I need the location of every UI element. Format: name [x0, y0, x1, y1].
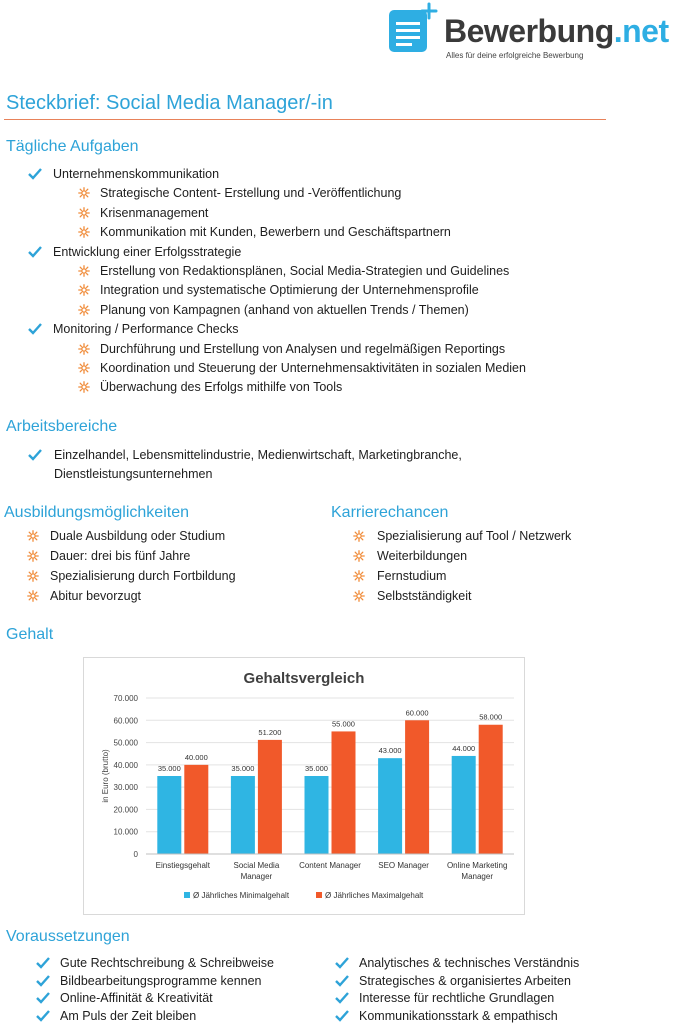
task-item: Krisenmanagement [100, 205, 209, 220]
karriere-item: Spezialisierung auf Tool / Netzwerk [377, 529, 572, 543]
x-tick-label: Online Marketing [446, 861, 508, 870]
task-group-label: Unternehmenskommunikation [53, 167, 220, 181]
title-divider [4, 119, 606, 120]
data-label: 44.000 [452, 743, 476, 753]
check-icon [335, 1010, 349, 1022]
karriere-item: Weiterbildungen [377, 549, 468, 563]
chart-title: Gehaltsvergleich [243, 670, 365, 687]
sun-bullet-icon [78, 187, 90, 199]
arbeitsbereiche-line-2: Dienstleistungsunternehmen [54, 467, 213, 481]
check-icon [36, 957, 50, 969]
logo-icon [387, 2, 439, 54]
x-tick-label: Manager [240, 872, 273, 881]
sun-bullet-icon [78, 381, 90, 393]
check-icon [335, 992, 349, 1004]
ausbildung-item: Dauer: drei bis fünf Jahre [50, 549, 191, 563]
data-label: 60.000 [405, 708, 429, 718]
x-tick-label: SEO Manager [378, 861, 429, 870]
bar-min [378, 758, 402, 854]
y-tick-label: 60.000 [113, 716, 138, 726]
karriere-item: Selbstständigkeit [377, 589, 472, 603]
bar-min [157, 776, 181, 854]
ausbildung-item: Spezialisierung durch Fortbildung [50, 569, 236, 583]
sun-bullet-icon [78, 304, 90, 316]
task-item: Kommunikation mit Kunden, Bewerbern und Geschäftspartnern [100, 225, 451, 240]
task-item: Integration und systematische Optimierung der Unternehmensprofile [100, 283, 479, 298]
sun-bullet-icon [78, 265, 90, 277]
requirement-item: Interesse für rechtliche Grundlagen [359, 991, 555, 1005]
bar-max [479, 725, 503, 854]
bar-max [184, 765, 208, 854]
x-tick-label: Content Manager [299, 861, 361, 870]
sun-bullet-icon [78, 226, 90, 238]
y-tick-label: 50.000 [113, 738, 138, 748]
sun-bullet-icon [353, 550, 365, 562]
legend-label: Ø Jährliches Maximalgehalt [325, 891, 424, 900]
check-icon [335, 957, 349, 969]
y-tick-label: 10.000 [113, 827, 138, 837]
requirement-item: Bildbearbeitungsprogramme kennen [60, 973, 262, 988]
heading-arbeitsbereiche: Arbeitsbereiche [6, 418, 118, 435]
y-tick-label: 20.000 [113, 805, 138, 815]
sun-bullet-icon [78, 343, 90, 355]
salary-chart-svg [84, 658, 524, 914]
x-tick-label: Manager [461, 872, 493, 881]
data-label: 51.200 [258, 727, 282, 737]
heading-ausbildung: Ausbildungsmöglichkeiten [4, 504, 189, 521]
heading-karriere: Karrierechancen [331, 504, 449, 521]
sun-bullet-icon [27, 590, 39, 602]
y-tick-label: 30.000 [113, 783, 138, 793]
bar-min [452, 756, 476, 854]
check-icon [36, 975, 50, 987]
data-label: 55.000 [332, 719, 355, 729]
y-tick-label: 70.000 [113, 694, 138, 703]
task-item: Durchführung und Erstellung von Analysen und regelmäßigen Reportings [100, 341, 506, 356]
y-tick-label: 40.000 [113, 760, 138, 770]
check-icon [28, 323, 42, 335]
check-icon [28, 449, 42, 461]
task-item: Koordination und Steuerung der Unternehmensaktivitäten in sozialen Medien [100, 361, 526, 375]
requirement-item: Strategisches & organisiertes Arbeiten [359, 973, 571, 988]
karriere-item: Fernstudium [377, 569, 447, 583]
sun-bullet-icon [27, 550, 39, 562]
requirement-item: Online-Affinität & Kreativität [60, 991, 213, 1005]
task-item: Strategische Content- Erstellung und -Veröffentlichung [100, 186, 402, 201]
bar-max [258, 740, 282, 854]
logo-tagline: Alles für deine erfolgreiche Bewerbung [446, 51, 584, 60]
task-group-label: Monitoring / Performance Checks [53, 322, 239, 337]
task-item: Erstellung von Redaktionsplänen, Social Media-Strategien und Guidelines [100, 264, 510, 278]
arbeitsbereiche-line-1: Einzelhandel, Lebensmittelindustrie, Medienwirtschaft, Marketingbranche, [54, 448, 462, 462]
task-item: Überwachung des Erfolgs mithilfe von Tools [100, 380, 343, 395]
requirement-item: Gute Rechtschreibung & Schreibweise [60, 956, 275, 970]
heading-taegliche-aufgaben: Tägliche Aufgaben [6, 138, 139, 155]
data-label: 35.000 [305, 764, 328, 773]
bar-max [405, 720, 429, 854]
sun-bullet-icon [353, 590, 365, 602]
check-icon [36, 992, 50, 1004]
bar-min [305, 776, 329, 854]
y-axis-label: in Euro (brutto) [101, 749, 110, 803]
sun-bullet-icon [78, 284, 90, 296]
sun-bullet-icon [78, 362, 90, 374]
requirement-item: Analytisches & technisches Verständnis [359, 956, 580, 970]
requirement-item: Am Puls der Zeit bleiben [60, 1008, 197, 1023]
bar-max [332, 731, 356, 854]
sun-bullet-icon [27, 570, 39, 582]
sun-bullet-icon [27, 530, 39, 542]
sun-bullet-icon [353, 570, 365, 582]
x-tick-label: Einstiegsgehalt [155, 861, 210, 870]
check-icon [28, 168, 42, 180]
salary-chart [83, 657, 525, 915]
task-item: Planung von Kampagnen (anhand von aktuellen Trends / Themen) [100, 302, 469, 317]
data-label: 35.000 [231, 764, 255, 773]
legend-label: Ø Jährliches Minimalgehalt [193, 891, 290, 900]
heading-gehalt: Gehalt [6, 626, 54, 643]
data-label: 58.000 [479, 712, 503, 722]
sun-bullet-icon [353, 530, 365, 542]
data-label: 43.000 [378, 746, 402, 756]
logo-wordmark: Bewerbung.net [444, 13, 669, 49]
x-tick-label: Social Media [233, 861, 280, 870]
page-title: Steckbrief: Social Media Manager/-in [6, 92, 333, 114]
legend-swatch [184, 892, 190, 898]
data-label: 35.000 [157, 764, 181, 773]
check-icon [36, 1010, 50, 1022]
ausbildung-item: Abitur bevorzugt [50, 589, 142, 603]
sun-bullet-icon [78, 207, 90, 219]
ausbildung-item: Duale Ausbildung oder Studium [50, 529, 226, 543]
check-icon [335, 975, 349, 987]
legend-swatch [316, 892, 322, 898]
bar-min [231, 776, 255, 854]
data-label: 40.000 [184, 752, 208, 762]
y-tick-label: 0 [133, 850, 138, 859]
requirement-item: Kommunikationsstark & empathisch [359, 1008, 558, 1023]
task-group-label: Entwicklung einer Erfolgsstrategie [53, 244, 242, 259]
check-icon [28, 246, 42, 258]
heading-voraussetzungen: Voraussetzungen [6, 928, 130, 945]
